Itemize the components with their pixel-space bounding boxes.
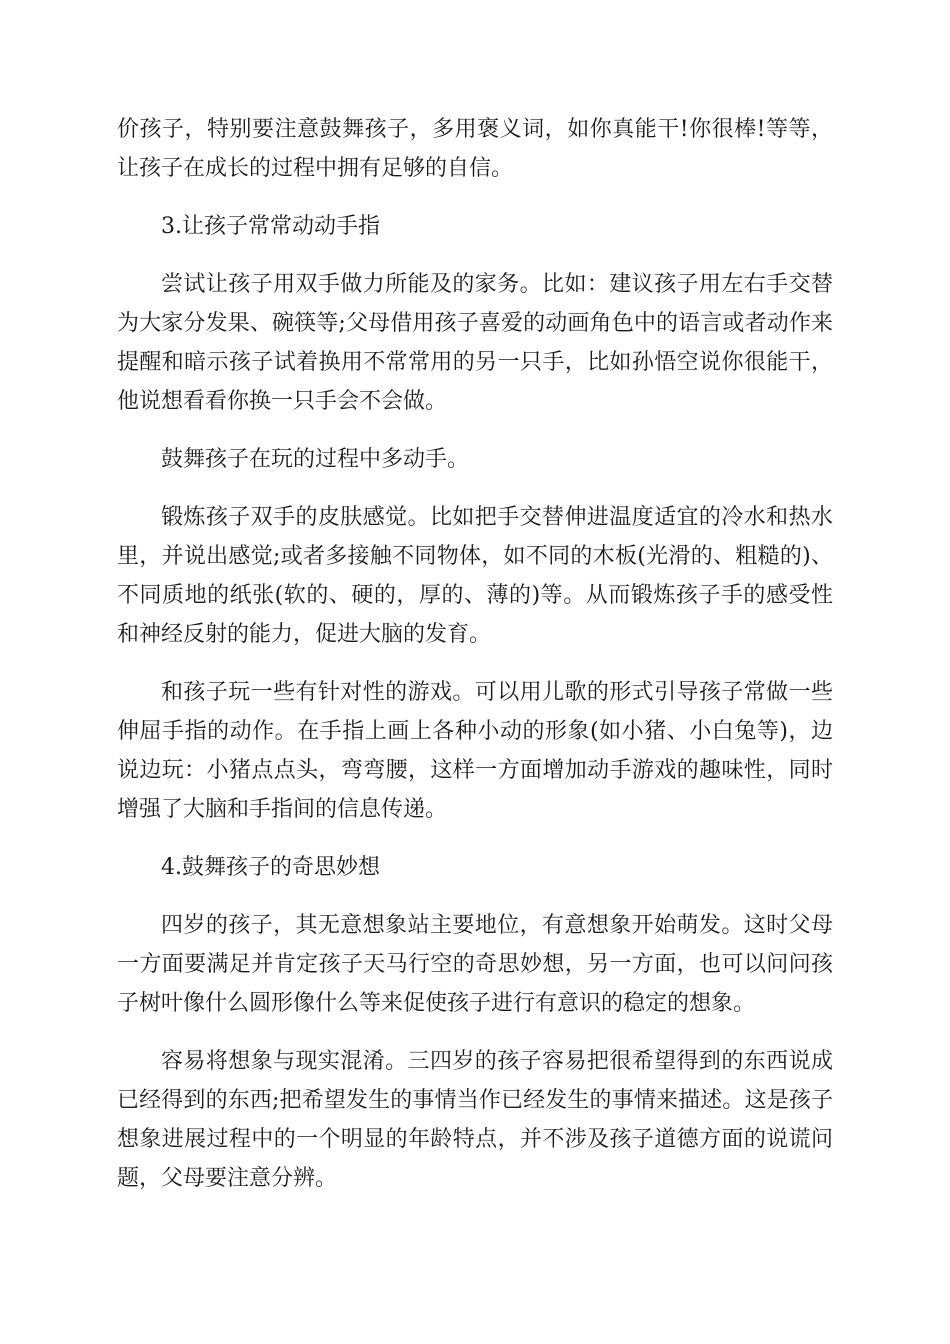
section-heading-4: 4.鼓舞孩子的奇思妙想 — [161, 855, 380, 880]
paragraph: 鼓舞孩子在玩的过程中多动手。 — [161, 447, 470, 472]
paragraph: 容易将想象与现实混淆。三四岁的孩子容易把很希望得到的东西说成已经得到的东西;把希望发生的事情当作已经发生的事情来描述。这是孩子想象进展过程中的一个明显的年龄特点，并不涉及孩子道德方面的说谎问题，父母要注意分辨。 — [117, 1049, 833, 1191]
paragraph: 尝试让孩子用双手做力所能及的家务。比如：建议孩子用左右手交替为大家分发果、碗筷等;父母借用孩子喜爱的动画角色中的语言或者动作来提醒和暗示孩子试着换用不常常用的另一只手，比如孙悟空说你很能干，他说想看看你换一只手会不会做。 — [117, 272, 833, 414]
paragraph: 四岁的孩子，其无意想象站主要地位，有意想象开始萌发。这时父母一方面要满足并肯定孩子天马行空的奇思妙想，另一方面，也可以问问孩子树叶像什么圆形像什么等来促使孩子进行有意识的稳定的想象。 — [117, 913, 833, 1016]
paragraph: 和孩子玩一些有针对性的游戏。可以用儿歌的形式引导孩子常做一些伸屈手指的动作。在手指上画上各种小动的形象(如小猪、小白兔等)，边说边玩：小猪点点头，弯弯腰，这样一方面增加动手游戏的趣味性，同时增强了大脑和手指间的信息传递。 — [117, 680, 833, 822]
document-body — [117, 110, 833, 1217]
paragraph: 锻炼孩子双手的皮肤感觉。比如把手交替伸进温度适宜的冷水和热水里，并说出感觉;或者多接触不同物体，如不同的木板(光滑的、粗糙的)、不同质地的纸张(软的、硬的，厚的、薄的)等。从而锻炼孩子手的感受性和神经反射的能力，促进大脑的发育。 — [117, 505, 833, 647]
section-heading-3: 3.让孩子常常动动手指 — [161, 214, 380, 239]
paragraph-continuation: 价孩子，特别要注意鼓舞孩子，多用褒义词，如你真能干!你很棒!等等，让孩子在成长的过程中拥有足够的自信。 — [117, 117, 833, 181]
